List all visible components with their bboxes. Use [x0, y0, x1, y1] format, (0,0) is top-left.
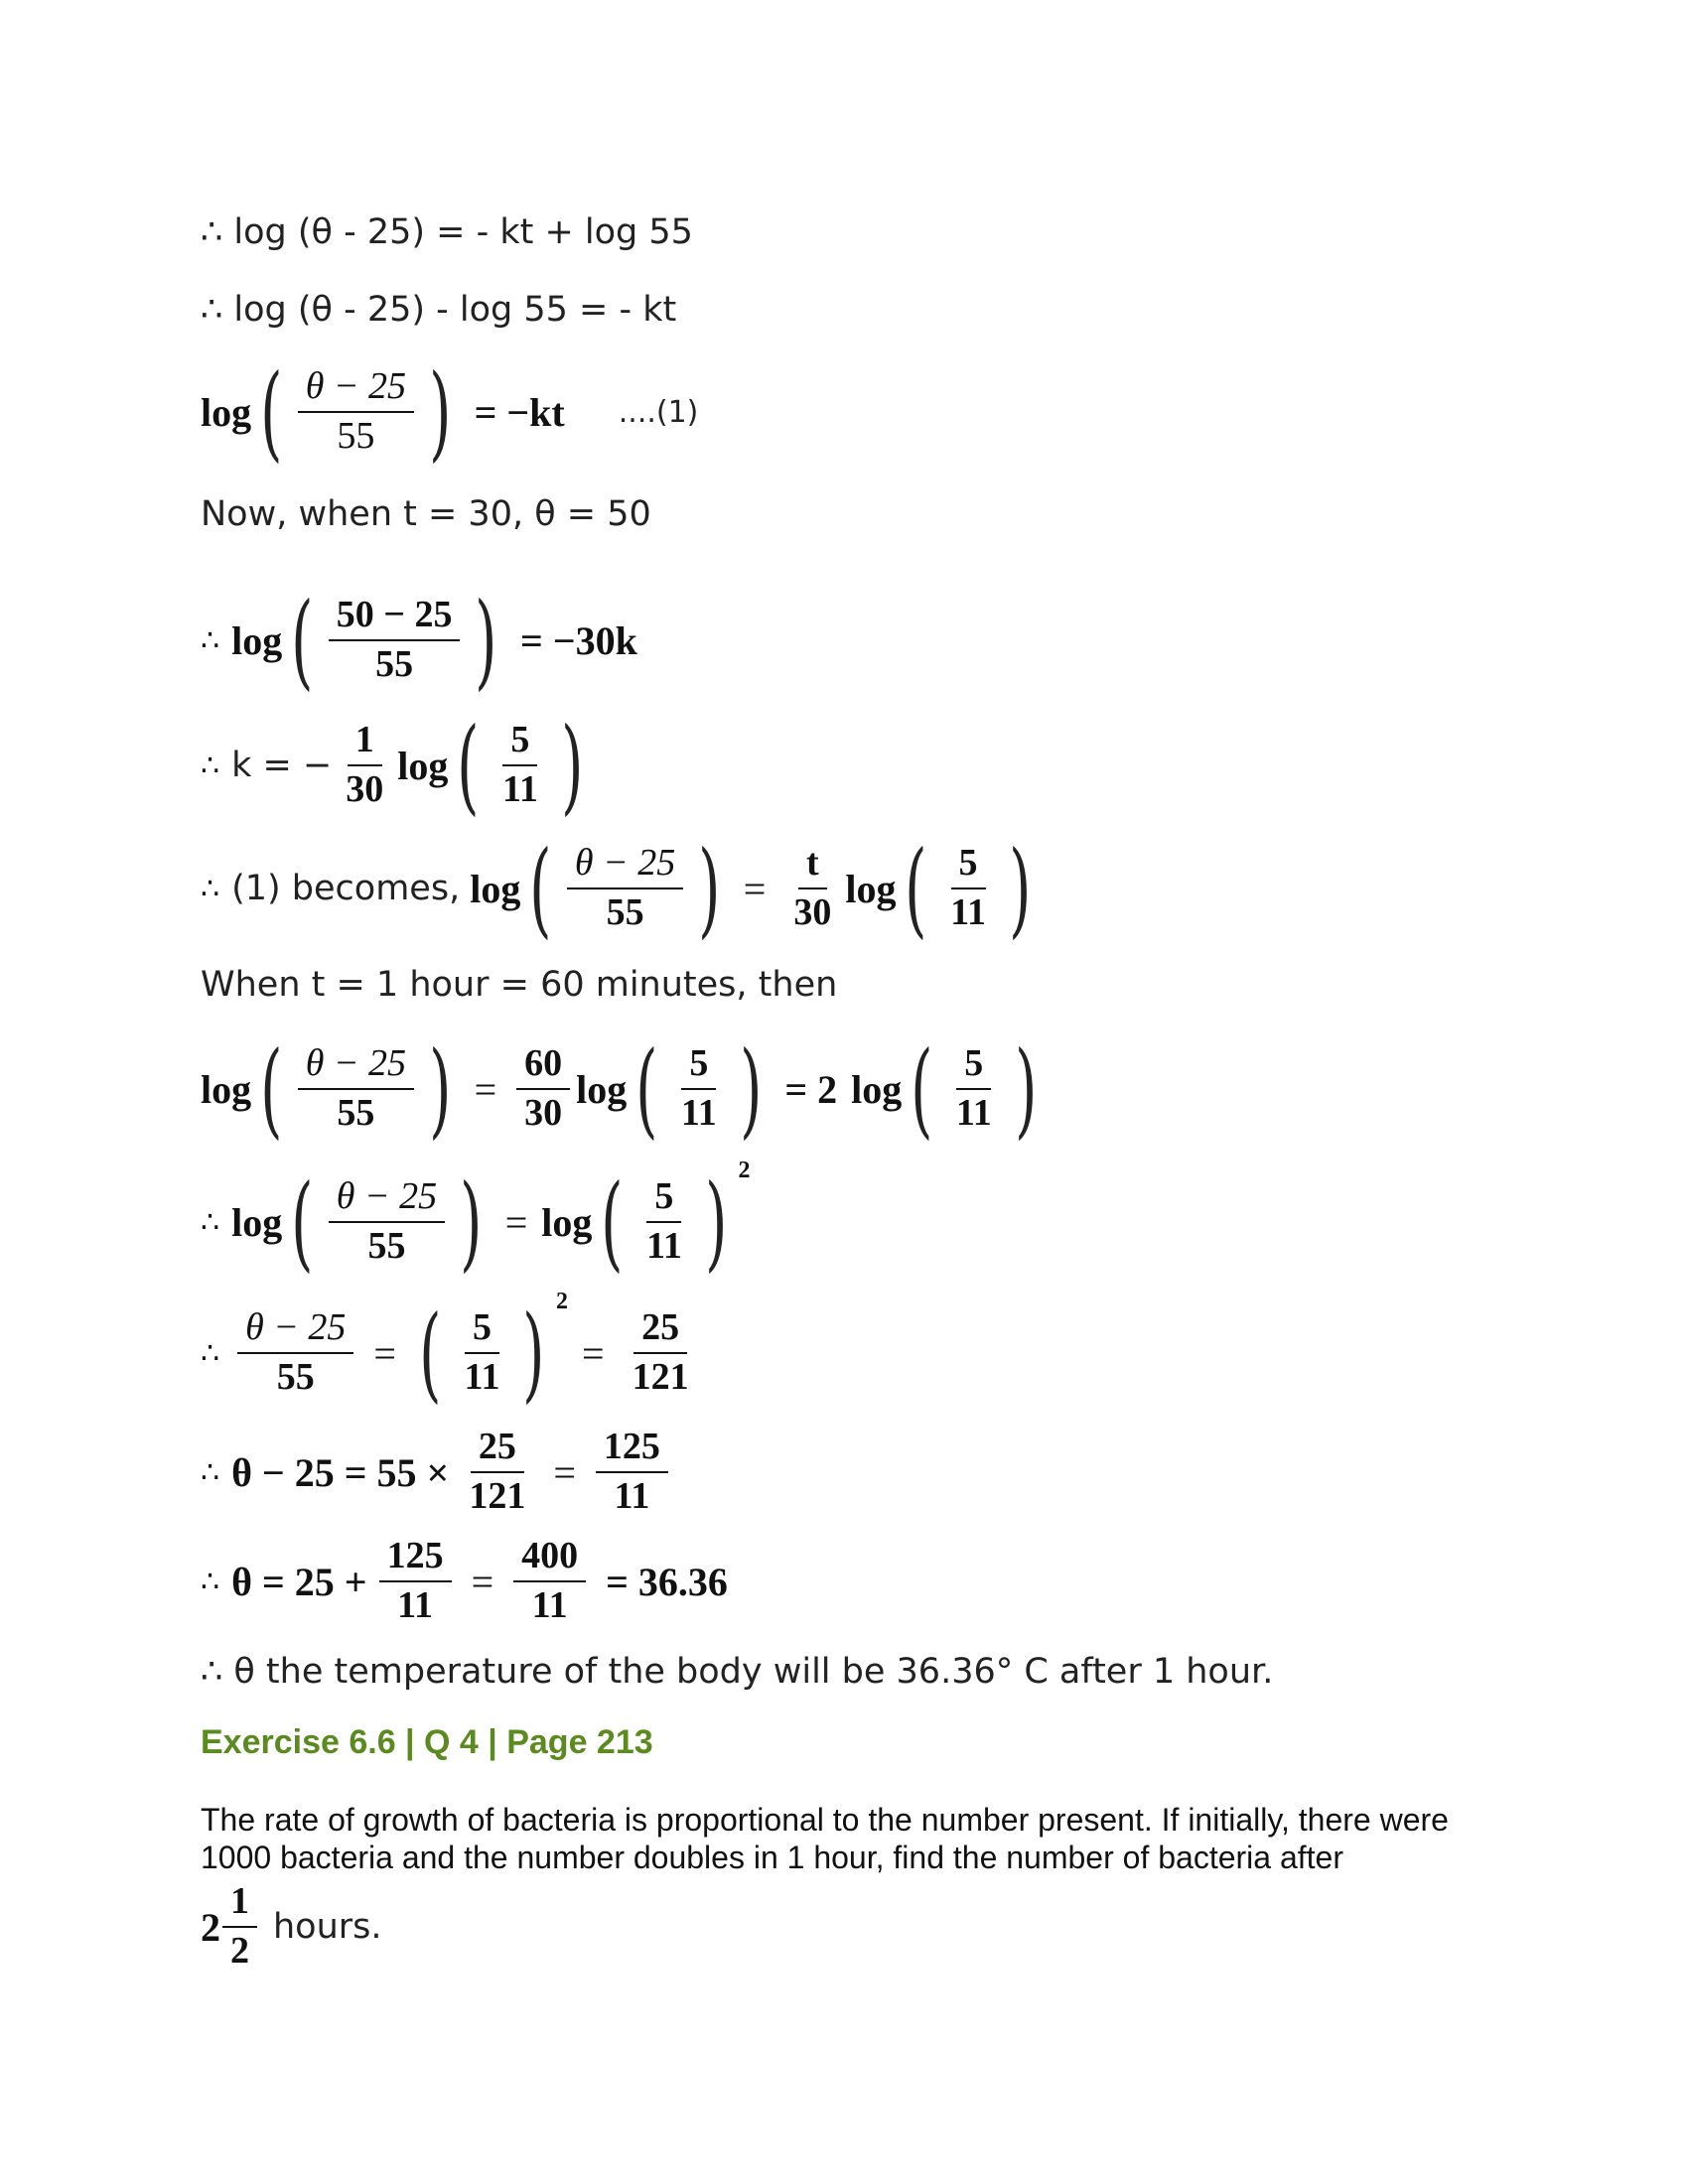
equation-text: (1) becomes,	[231, 869, 461, 908]
parenthesized-fraction: ( $\frac{5}{11}$ )	[419, 1293, 545, 1414]
log-operator: log	[231, 617, 283, 663]
parenthesized-fraction: ( $\frac{50 - 25}{55}$ )	[291, 580, 497, 701]
equals-sign: =	[471, 1559, 494, 1604]
parenthesized-fraction: ( $\frac{5}{11}$ )	[905, 828, 1032, 949]
left-hand-side: θ = 25 +	[231, 1559, 367, 1604]
denominator: 11	[950, 891, 986, 933]
denominator: 11	[397, 1584, 434, 1626]
parenthesized-fraction: ( $\frac{\theta - 25}{55}$ )	[529, 828, 721, 949]
numerator: 1	[222, 1882, 257, 1928]
therefore-symbol: ∴	[201, 1564, 220, 1599]
fraction	[298, 367, 414, 457]
left-hand-side: k = −	[231, 746, 333, 785]
therefore-symbol: ∴	[201, 1335, 220, 1371]
numerator: 5	[465, 1308, 499, 1354]
exercise-heading: Exercise 6.6 | Q 4 | Page 213	[201, 1723, 653, 1761]
therefore-symbol: ∴	[201, 1454, 220, 1490]
fraction	[237, 1308, 353, 1398]
equation-line-6	[201, 705, 592, 826]
numerator: 400	[513, 1537, 586, 1582]
fraction	[338, 721, 391, 810]
fraction	[379, 1537, 452, 1626]
denominator: 55	[606, 891, 644, 933]
exponent: 2	[556, 1289, 569, 1314]
equation-line-12	[201, 1418, 674, 1527]
fraction	[596, 1428, 668, 1517]
equation-line-5	[201, 580, 651, 701]
equation-line-4	[201, 494, 651, 534]
fraction	[461, 1428, 533, 1517]
question-tail: hours.	[273, 1907, 382, 1947]
log-operator: log	[845, 866, 897, 911]
numerator: 5	[681, 1044, 716, 1090]
numerator: t	[798, 844, 827, 889]
denominator: 55	[276, 1356, 315, 1398]
log-operator: log	[201, 389, 252, 435]
right-hand-side: = −30k	[520, 617, 637, 663]
numerator: θ − 25	[298, 367, 414, 413]
denominator: 11	[680, 1092, 717, 1134]
log-operator: log	[576, 1066, 628, 1112]
log-operator: log	[397, 743, 449, 788]
denominator: 55	[367, 1225, 406, 1267]
denominator: 11	[531, 1584, 568, 1626]
equation-line-11	[201, 1289, 703, 1414]
parenthesized-fraction: ( $\frac{\theta - 25}{55}$ )	[260, 351, 452, 473]
fraction	[329, 596, 461, 685]
denominator: 11	[645, 1225, 682, 1267]
mixed-number-line	[201, 1872, 382, 1981]
numerator: θ − 25	[298, 1044, 414, 1090]
denominator: 2	[230, 1930, 249, 1972]
exponent: 2	[738, 1158, 751, 1183]
therefore-symbol: ∴	[201, 871, 220, 906]
equation-line-3	[201, 351, 699, 473]
denominator: 30	[793, 891, 832, 933]
equation-line-2	[201, 290, 676, 330]
therefore-symbol: ∴	[201, 622, 220, 658]
equation-text: ∴ log (θ - 25) - log 55 = - kt	[201, 290, 677, 330]
denominator: 11	[614, 1475, 650, 1517]
equation-line-14	[201, 1652, 1273, 1692]
fraction	[948, 1044, 1000, 1134]
equation-line-1	[201, 212, 693, 252]
parenthesized-fraction: ( $\frac{5}{11}$ )	[601, 1161, 728, 1283]
numerator: 60	[516, 1044, 570, 1090]
conclusion-text: ∴ θ the temperature of the body will be 36.36° C after 1 hour.	[201, 1652, 1274, 1692]
log-operator: log	[541, 1199, 593, 1245]
fraction	[942, 844, 994, 933]
equation-line-10	[201, 1158, 751, 1283]
denominator: 55	[337, 415, 375, 457]
log-operator: log	[201, 1066, 252, 1112]
numerator: θ − 25	[567, 844, 683, 889]
equals-sign: =	[743, 866, 767, 911]
equation-text: Now, when t = 30, θ = 50	[201, 494, 651, 534]
fraction	[625, 1308, 697, 1398]
fraction	[785, 844, 839, 933]
denominator: 11	[501, 768, 538, 810]
right-hand-side: = 36.36	[606, 1559, 728, 1604]
fraction	[457, 1308, 508, 1398]
equals-sign: = 2	[784, 1066, 838, 1112]
fraction	[516, 1044, 570, 1134]
numerator: 5	[646, 1177, 681, 1223]
denominator: 11	[955, 1092, 992, 1134]
fraction	[513, 1537, 586, 1626]
numerator: 125	[596, 1428, 668, 1473]
equals-sign: =	[504, 1199, 528, 1245]
parenthesized-fraction: ( $\frac{5}{11}$ )	[635, 1028, 763, 1150]
denominator: 121	[632, 1356, 689, 1398]
fraction	[638, 1177, 690, 1267]
numerator: θ − 25	[329, 1177, 445, 1223]
numerator: 1	[348, 721, 382, 766]
parenthesized-fraction: ( $\frac{\theta - 25}{55}$ )	[291, 1161, 483, 1283]
equals-sign: =	[373, 1330, 396, 1376]
equals-sign: =	[474, 1066, 497, 1112]
equation-line-9	[201, 1028, 1046, 1150]
log-operator: log	[851, 1066, 903, 1112]
numerator: 50 − 25	[329, 596, 461, 641]
denominator: 11	[464, 1356, 500, 1398]
parenthesized-fraction: ( $\frac{5}{11}$ )	[457, 705, 584, 826]
denominator: 55	[337, 1092, 375, 1134]
equals-sign: =	[582, 1330, 605, 1376]
denominator: 55	[375, 643, 414, 685]
fraction	[673, 1044, 725, 1134]
equals-sign: =	[553, 1449, 576, 1495]
mixed-number-whole: 2	[201, 1904, 220, 1950]
parenthesized-fraction: ( $\frac{5}{11}$ )	[911, 1028, 1038, 1150]
log-operator: log	[470, 866, 521, 911]
denominator: 30	[346, 768, 384, 810]
fraction	[298, 1044, 414, 1134]
equation-text: ∴ log (θ - 25) = - kt + log 55	[201, 212, 693, 252]
denominator: 121	[469, 1475, 526, 1517]
therefore-symbol: ∴	[201, 748, 220, 783]
equation-line-7	[201, 828, 1041, 949]
fraction	[494, 721, 546, 810]
fraction	[222, 1882, 257, 1972]
numerator: θ − 25	[237, 1308, 353, 1354]
numerator: 25	[633, 1308, 687, 1354]
parenthesized-fraction: ( $\frac{\theta - 25}{55}$ )	[260, 1028, 452, 1150]
equation-tag: ....(1)	[618, 394, 699, 430]
numerator: 125	[379, 1537, 452, 1582]
equation-line-13	[201, 1527, 742, 1636]
numerator: 5	[502, 721, 537, 766]
numerator: 5	[956, 1044, 991, 1090]
numerator: 5	[951, 844, 986, 889]
denominator: 30	[524, 1092, 563, 1134]
question-text: The rate of growth of bacteria is proportional to the number present. If initially, there were 1000 bacteria and the number doubles in 1 hour, find the number of bacteria after	[201, 1802, 1449, 1875]
log-operator: log	[231, 1199, 283, 1245]
equation-line-8	[201, 965, 837, 1005]
fraction	[567, 844, 683, 933]
equation-text: When t = 1 hour = 60 minutes, then	[201, 965, 838, 1005]
right-hand-side: = −kt	[474, 389, 565, 435]
left-hand-side: θ − 25 = 55 ×	[231, 1449, 450, 1495]
numerator: 25	[471, 1428, 524, 1473]
fraction	[329, 1177, 445, 1267]
therefore-symbol: ∴	[201, 1204, 220, 1240]
